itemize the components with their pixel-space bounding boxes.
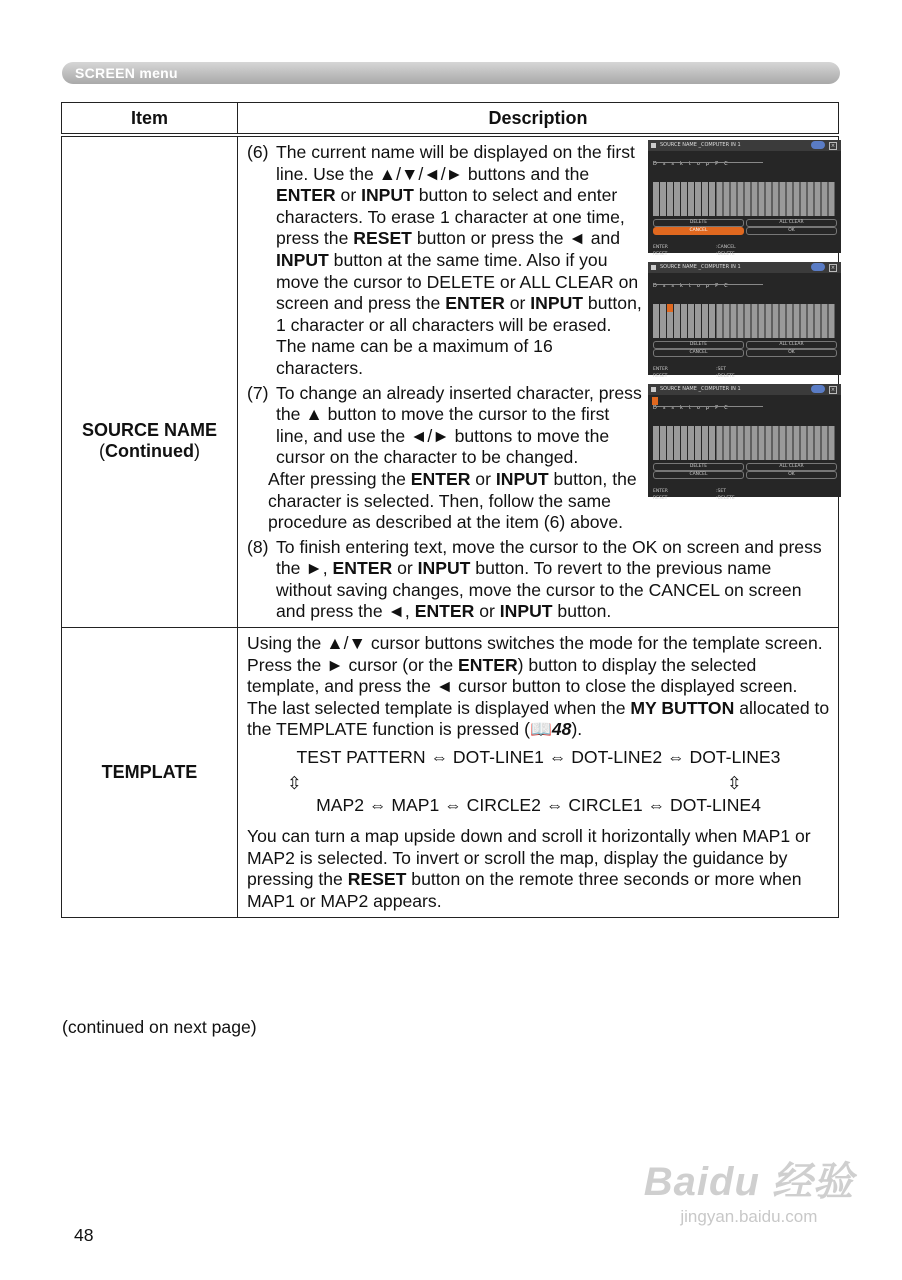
enter-action: :CANCEL [716,245,736,250]
text: or [392,558,418,579]
watermark-url: jingyan.baidu.com [680,1207,818,1226]
template-sequence-line-2: MAP2 ⇔ MAP1 ⇔ CIRCLE2 ⇔ CIRCLE1 ⇔ DOT-LINE4 [316,794,761,815]
text: button, 1 character or all characters will be erased. The name can be a maximum of 16 characters. [276,293,642,378]
section-banner [62,62,840,84]
template-text-3 [247,698,830,741]
text: button. [552,601,612,622]
watermark-brand: Baidu 经验 [643,1160,854,1204]
reset-action: :DELETE [716,496,735,501]
text: button, the character is selected. Then, follow the same procedure as described at the item (6) above. [268,468,637,533]
description-cell-template [238,628,839,918]
close-icon: × [830,265,836,271]
screen-title: SOURCE NAME _COMPUTER IN 1 [660,142,741,148]
description-cell-source-name [238,135,839,628]
ok-button: OK [746,227,837,235]
delete-button: DELETE [653,219,744,227]
text: ). [571,719,583,740]
delete-button: DELETE [653,463,744,471]
template-text-2 [247,655,830,698]
template-sequence-line-1: TEST PATTERN ⇔ DOT-LINE1 ⇔ DOT-LINE2 ⇔ DOT-LINE3 [296,747,781,768]
continued-note: (continued on next page) [62,1017,257,1037]
paren: ) [193,441,200,462]
text-bold: ENTER [332,558,393,579]
text: After pressing the [268,468,411,489]
text: The current name will be displayed on the first line. Use the ▲/▼/◄/► buttons and the [276,142,635,184]
template-text-4 [247,826,830,912]
close-icon: × [830,387,836,393]
text: or [335,185,362,206]
item-label-continued: Continued [105,441,194,462]
watermark [644,1150,854,1227]
text: button or press the ◄ and [411,228,621,249]
text: button to select and enter characters. To erase 1 character at one time, press the [276,185,625,249]
name-line: D s s k t o p P C [653,405,730,411]
screen-title: SOURCE NAME _COMPUTER IN 1 [660,386,741,392]
settings-table [61,102,839,918]
text-bold: INPUT [276,249,329,270]
reset-action: :DELETE [716,252,735,257]
text: ) button to display the selected template, and press the ◄ cursor button to close the displayed screen. [247,654,798,697]
paren: ( [99,441,105,462]
text-bold: ENTER [414,601,475,622]
cancel-button: CANCEL [653,349,744,357]
updown-arrow-icon: ⇳ [287,772,302,793]
all-clear-button: ALL CLEAR [746,463,837,471]
step-7 [247,383,830,469]
ok-button: OK [746,471,837,479]
text-bold: ENTER [445,293,505,314]
item-label: SOURCE NAME [81,420,217,441]
text: Press the ► cursor (or the [247,654,459,675]
all-clear-button: ALL CLEAR [746,341,837,349]
text-bold: INPUT [530,293,584,314]
all-clear-button: ALL CLEAR [746,219,837,227]
text-bold: INPUT [361,185,414,206]
enter-action: :SET [716,367,726,372]
text: To change an already inserted character, press the ▲ button to move the cursor to the first line, and use the ◄/► buttons to move the cursor on the character to be changed. [276,382,642,468]
text-bold: RESET [353,228,412,249]
text-bold: ENTER [458,654,518,675]
column-header-description: Description [238,103,839,136]
text: The last selected template is displayed when the [247,697,631,718]
reset-action: :DELETE [716,374,735,379]
text: or [504,293,531,314]
text: button at the same time. Also if you move the cursor to DELETE or ALL CLEAR on screen and press the [276,249,639,314]
enter-action: :SET [716,489,726,494]
reset-key-legend: RESET [653,252,668,257]
name-line: D s s k t o p P C [653,283,730,289]
cancel-button: CANCEL [653,227,744,235]
text: To finish entering text, move the cursor to the OK on screen and press the ►, [276,536,822,579]
text-bold: RESET [347,869,407,890]
text-bold: ENTER [276,185,336,206]
column-header-item: Item [62,103,238,136]
ok-button: OK [746,349,837,357]
text: allocated to the TEMPLATE function is pressed ( [247,697,830,740]
step-8 [247,537,830,623]
section-title: SCREEN menu [75,65,178,81]
table-row [62,135,839,628]
step-number: (6) [247,142,269,162]
text: or [474,601,500,622]
item-cell-source-name [62,135,238,628]
step-number: (7) [247,382,269,403]
item-cell-template [62,628,238,918]
text-bold: ENTER [410,468,471,489]
text: You can turn a map upside down and scroll it horizontally when MAP1 or MAP2 is selected. To invert or scroll the map, display the guidance by pressing the [247,826,811,890]
text-bold: INPUT [417,558,471,579]
step-number: (8) [247,536,269,557]
close-icon: × [830,143,836,149]
enter-key-legend: ENTER [653,245,668,250]
delete-button: DELETE [653,341,744,349]
reset-key-legend: RESET [653,496,668,501]
name-line: D s s k t o p P C [653,161,730,167]
text: button on the remote three seconds or more when MAP1 or MAP2 appears. [247,869,802,911]
step-7-continued [247,469,830,534]
step-6 [247,142,830,380]
page-reference: 48 [551,719,572,740]
text-bold: MY BUTTON [630,697,735,718]
updown-arrow-icon: ⇳ [727,772,742,793]
reset-key-legend: RESET [653,374,668,379]
item-label: TEMPLATE [101,761,198,782]
screen-title: SOURCE NAME _COMPUTER IN 1 [660,264,741,270]
enter-key-legend: ENTER [653,489,668,494]
table-header-row [62,103,839,136]
text-bold: INPUT [495,468,549,489]
text: button. To revert to the previous name without saving changes, move the cursor to the CANCEL on screen and press the ◄, [276,558,802,622]
table-row [62,628,839,918]
text: or [470,468,496,489]
page-number: 48 [74,1225,94,1245]
book-icon: 📖 [529,719,552,740]
enter-key-legend: ENTER [653,367,668,372]
template-sequence-arrows [247,769,830,795]
template-text-1: Using the ▲/▼ cursor buttons switches the mode for the template screen. [247,633,823,654]
cancel-button: CANCEL [653,471,744,479]
text-bold: INPUT [499,601,553,622]
